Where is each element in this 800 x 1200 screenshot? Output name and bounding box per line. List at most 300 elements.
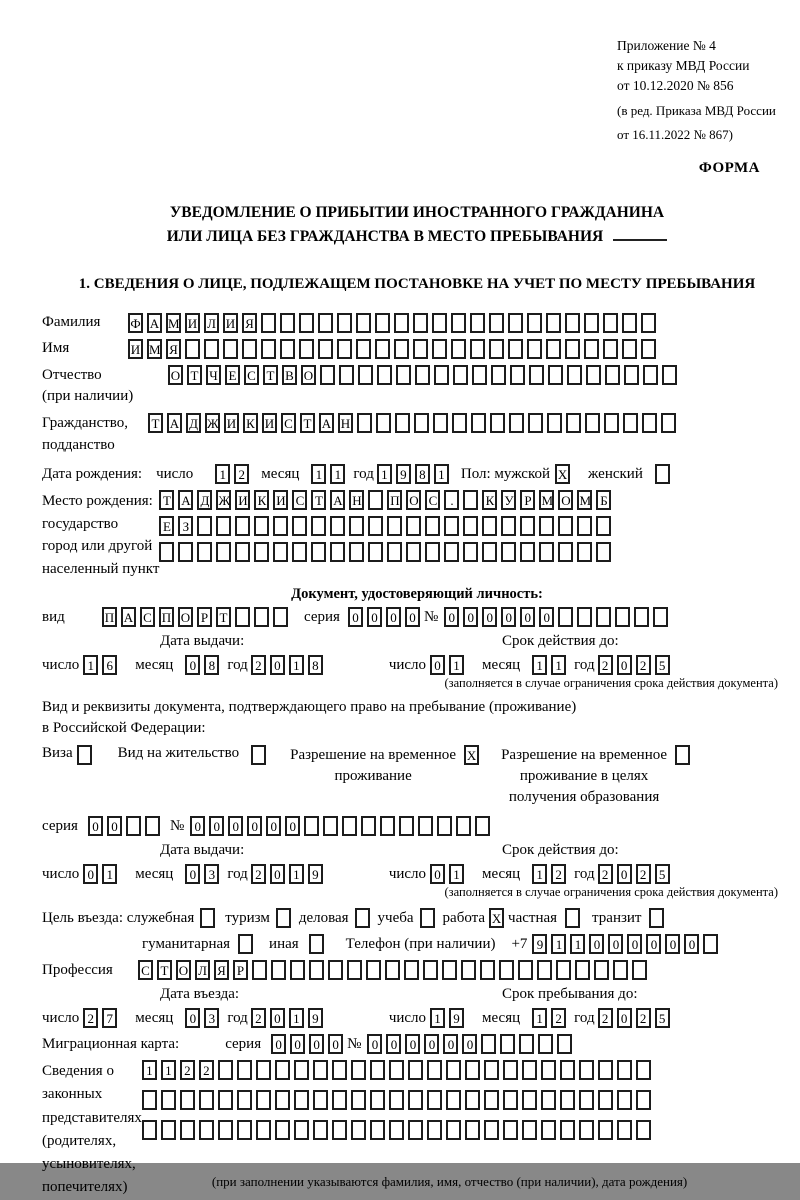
char-cell[interactable] (408, 1090, 423, 1110)
char-cell[interactable]: 0 (520, 607, 535, 627)
char-cell[interactable] (252, 960, 267, 980)
char-cell[interactable] (356, 313, 371, 333)
purpose-tourism-checkbox[interactable] (276, 908, 295, 928)
char-cell[interactable] (256, 1120, 271, 1140)
char-cell[interactable] (332, 1090, 347, 1110)
char-cell[interactable] (603, 339, 618, 359)
char-cell[interactable] (470, 339, 485, 359)
char-cell[interactable]: С (244, 365, 259, 385)
char-cell[interactable] (256, 1090, 271, 1110)
char-cell[interactable] (432, 339, 447, 359)
given-name-input[interactable] (128, 339, 660, 359)
char-cell[interactable] (351, 1120, 366, 1140)
char-cell[interactable] (503, 1090, 518, 1110)
char-cell[interactable] (337, 339, 352, 359)
char-cell[interactable]: 0 (430, 655, 445, 675)
entry-day-input[interactable] (83, 1008, 121, 1028)
char-cell[interactable] (509, 413, 524, 433)
entry-month-input[interactable] (185, 1008, 223, 1028)
purpose-other-checkbox[interactable] (309, 934, 328, 954)
char-cell[interactable] (617, 1090, 632, 1110)
char-cell[interactable] (434, 365, 449, 385)
char-cell[interactable] (273, 542, 288, 562)
char-cell[interactable] (408, 1120, 423, 1140)
char-cell[interactable] (617, 1120, 632, 1140)
representatives-row2-input[interactable] (142, 1090, 655, 1110)
char-cell[interactable]: 3 (204, 1008, 219, 1028)
char-cell[interactable] (425, 542, 440, 562)
char-cell[interactable] (484, 1060, 499, 1080)
char-cell[interactable]: 2 (598, 864, 613, 884)
char-cell[interactable] (299, 313, 314, 333)
char-cell[interactable] (613, 960, 628, 980)
char-cell[interactable] (518, 960, 533, 980)
char-cell[interactable]: 1 (311, 464, 326, 484)
char-cell[interactable] (370, 1090, 385, 1110)
char-cell[interactable] (320, 365, 335, 385)
char-cell[interactable]: 1 (532, 1008, 547, 1028)
char-cell[interactable] (560, 1090, 575, 1110)
char-cell[interactable]: 0 (209, 816, 224, 836)
char-cell[interactable] (427, 1060, 442, 1080)
char-cell[interactable]: 2 (180, 1060, 195, 1080)
char-cell[interactable]: К (243, 413, 258, 433)
char-cell[interactable]: Ч (206, 365, 221, 385)
char-cell[interactable] (482, 516, 497, 536)
char-cell[interactable] (294, 1060, 309, 1080)
char-cell[interactable]: П (387, 490, 402, 510)
char-cell[interactable]: 1 (551, 934, 566, 954)
char-cell[interactable] (480, 960, 495, 980)
char-cell[interactable] (472, 365, 487, 385)
char-cell[interactable]: 0 (608, 934, 623, 954)
char-cell[interactable]: Т (311, 490, 326, 510)
char-cell[interactable] (508, 313, 523, 333)
char-cell[interactable] (415, 365, 430, 385)
doc-valid-year-input[interactable] (598, 655, 674, 675)
char-cell[interactable] (538, 1034, 553, 1054)
char-cell[interactable] (273, 516, 288, 536)
char-cell[interactable] (427, 1090, 442, 1110)
char-cell[interactable] (185, 339, 200, 359)
char-cell[interactable] (342, 816, 357, 836)
char-cell[interactable] (471, 413, 486, 433)
char-cell[interactable] (520, 516, 535, 536)
char-cell[interactable] (376, 413, 391, 433)
char-cell[interactable]: Р (520, 490, 535, 510)
char-cell[interactable] (237, 1120, 252, 1140)
char-cell[interactable]: 8 (415, 464, 430, 484)
char-cell[interactable]: И (185, 313, 200, 333)
char-cell[interactable] (643, 365, 658, 385)
char-cell[interactable] (280, 339, 295, 359)
char-cell[interactable]: 0 (646, 934, 661, 954)
char-cell[interactable]: О (178, 607, 193, 627)
char-cell[interactable]: 0 (270, 1008, 285, 1028)
char-cell[interactable] (482, 542, 497, 562)
char-cell[interactable] (328, 960, 343, 980)
char-cell[interactable]: 0 (462, 1034, 477, 1054)
char-cell[interactable] (433, 413, 448, 433)
char-cell[interactable]: 1 (215, 464, 230, 484)
char-cell[interactable]: А (167, 413, 182, 433)
char-cell[interactable] (395, 413, 410, 433)
char-cell[interactable]: 0 (367, 1034, 382, 1054)
char-cell[interactable] (539, 542, 554, 562)
char-cell[interactable]: Т (159, 490, 174, 510)
char-cell[interactable]: 1 (377, 464, 392, 484)
char-cell[interactable]: 1 (532, 864, 547, 884)
char-cell[interactable] (451, 313, 466, 333)
char-cell[interactable] (632, 960, 647, 980)
char-cell[interactable] (313, 1090, 328, 1110)
char-cell[interactable]: А (121, 607, 136, 627)
char-cell[interactable]: 0 (463, 607, 478, 627)
char-cell[interactable] (406, 542, 421, 562)
char-cell[interactable] (641, 313, 656, 333)
char-cell[interactable]: С (292, 490, 307, 510)
char-cell[interactable]: А (319, 413, 334, 433)
temp-residence-checkbox[interactable] (464, 745, 483, 765)
char-cell[interactable]: 2 (598, 1008, 613, 1028)
char-cell[interactable] (309, 960, 324, 980)
permit-valid-year-input[interactable] (598, 864, 674, 884)
char-cell[interactable] (394, 339, 409, 359)
char-cell[interactable] (370, 1060, 385, 1080)
char-cell[interactable]: 0 (309, 1034, 324, 1054)
char-cell[interactable] (475, 816, 490, 836)
char-cell[interactable] (463, 516, 478, 536)
char-cell[interactable]: Ф (128, 313, 143, 333)
char-cell[interactable] (357, 413, 372, 433)
char-cell[interactable]: И (223, 313, 238, 333)
phone-input[interactable] (532, 934, 722, 954)
char-cell[interactable]: О (558, 490, 573, 510)
char-cell[interactable]: 0 (617, 655, 632, 675)
char-cell[interactable] (598, 1120, 613, 1140)
char-cell[interactable] (529, 365, 544, 385)
char-cell[interactable] (481, 1034, 496, 1054)
char-cell[interactable] (178, 542, 193, 562)
char-cell[interactable]: Ж (205, 413, 220, 433)
char-cell[interactable] (77, 745, 92, 765)
char-cell[interactable] (560, 1060, 575, 1080)
birthplace-row1-input[interactable] (159, 490, 615, 510)
char-cell[interactable] (503, 1060, 518, 1080)
birth-day-input[interactable] (215, 464, 253, 484)
char-cell[interactable] (323, 816, 338, 836)
char-cell[interactable] (451, 339, 466, 359)
char-cell[interactable]: 9 (449, 1008, 464, 1028)
char-cell[interactable] (501, 542, 516, 562)
char-cell[interactable] (261, 313, 276, 333)
char-cell[interactable]: . (444, 490, 459, 510)
stay-year-input[interactable] (598, 1008, 674, 1028)
char-cell[interactable] (389, 1120, 404, 1140)
char-cell[interactable] (598, 1060, 613, 1080)
char-cell[interactable]: Е (159, 516, 174, 536)
char-cell[interactable] (399, 816, 414, 836)
char-cell[interactable] (546, 313, 561, 333)
char-cell[interactable] (375, 339, 390, 359)
char-cell[interactable] (579, 1120, 594, 1140)
char-cell[interactable] (377, 365, 392, 385)
char-cell[interactable]: 0 (386, 607, 401, 627)
char-cell[interactable] (636, 1090, 651, 1110)
char-cell[interactable] (522, 1090, 537, 1110)
char-cell[interactable] (541, 1120, 556, 1140)
char-cell[interactable] (501, 516, 516, 536)
char-cell[interactable]: 0 (430, 864, 445, 884)
char-cell[interactable]: 2 (551, 1008, 566, 1028)
char-cell[interactable] (577, 516, 592, 536)
char-cell[interactable] (556, 960, 571, 980)
char-cell[interactable] (237, 1090, 252, 1110)
char-cell[interactable] (223, 339, 238, 359)
purpose-official-checkbox[interactable] (200, 908, 219, 928)
birthplace-row2-input[interactable] (159, 516, 615, 536)
char-cell[interactable] (547, 413, 562, 433)
char-cell[interactable] (313, 1120, 328, 1140)
char-cell[interactable] (604, 413, 619, 433)
char-cell[interactable] (387, 516, 402, 536)
char-cell[interactable]: М (577, 490, 592, 510)
char-cell[interactable] (463, 542, 478, 562)
char-cell[interactable] (558, 607, 573, 627)
char-cell[interactable] (489, 313, 504, 333)
char-cell[interactable]: Т (148, 413, 163, 433)
char-cell[interactable] (641, 339, 656, 359)
char-cell[interactable] (461, 960, 476, 980)
char-cell[interactable]: Н (338, 413, 353, 433)
char-cell[interactable] (566, 413, 581, 433)
char-cell[interactable] (396, 365, 411, 385)
char-cell[interactable] (200, 908, 215, 928)
char-cell[interactable] (349, 542, 364, 562)
char-cell[interactable] (311, 542, 326, 562)
char-cell[interactable]: 2 (551, 864, 566, 884)
char-cell[interactable] (366, 960, 381, 980)
char-cell[interactable]: 7 (102, 1008, 117, 1028)
char-cell[interactable] (603, 313, 618, 333)
char-cell[interactable] (522, 1120, 537, 1140)
char-cell[interactable]: 6 (102, 655, 117, 675)
char-cell[interactable] (456, 816, 471, 836)
char-cell[interactable] (444, 516, 459, 536)
purpose-business-checkbox[interactable] (355, 908, 374, 928)
char-cell[interactable]: У (501, 490, 516, 510)
char-cell[interactable] (332, 1060, 347, 1080)
char-cell[interactable]: 2 (234, 464, 249, 484)
char-cell[interactable] (347, 960, 362, 980)
char-cell[interactable] (142, 1120, 157, 1140)
char-cell[interactable]: Я (214, 960, 229, 980)
char-cell[interactable]: 0 (617, 1008, 632, 1028)
char-cell[interactable] (565, 908, 580, 928)
char-cell[interactable]: О (406, 490, 421, 510)
char-cell[interactable] (437, 816, 452, 836)
char-cell[interactable]: 0 (107, 816, 122, 836)
char-cell[interactable] (453, 365, 468, 385)
char-cell[interactable] (508, 339, 523, 359)
char-cell[interactable] (235, 607, 250, 627)
char-cell[interactable] (541, 1090, 556, 1110)
char-cell[interactable]: Т (157, 960, 172, 980)
birthplace-row3-input[interactable] (159, 542, 615, 562)
char-cell[interactable] (565, 313, 580, 333)
char-cell[interactable]: 1 (449, 864, 464, 884)
char-cell[interactable] (500, 1034, 515, 1054)
char-cell[interactable]: Т (300, 413, 315, 433)
char-cell[interactable]: 2 (636, 864, 651, 884)
purpose-private-checkbox[interactable] (565, 908, 584, 928)
char-cell[interactable] (596, 607, 611, 627)
char-cell[interactable] (389, 1090, 404, 1110)
char-cell[interactable] (318, 313, 333, 333)
purpose-humanitarian-checkbox[interactable] (238, 934, 257, 954)
char-cell[interactable] (218, 1090, 233, 1110)
char-cell[interactable] (579, 1090, 594, 1110)
char-cell[interactable] (703, 934, 718, 954)
citizenship-input[interactable] (148, 413, 680, 433)
char-cell[interactable]: М (147, 339, 162, 359)
char-cell[interactable]: 5 (655, 864, 670, 884)
char-cell[interactable] (261, 339, 276, 359)
char-cell[interactable] (565, 339, 580, 359)
char-cell[interactable] (560, 1120, 575, 1140)
char-cell[interactable] (404, 960, 419, 980)
char-cell[interactable] (406, 516, 421, 536)
char-cell[interactable] (197, 516, 212, 536)
char-cell[interactable] (484, 1120, 499, 1140)
char-cell[interactable] (655, 464, 670, 484)
temp-residence-edu-checkbox[interactable] (675, 745, 694, 765)
char-cell[interactable] (389, 1060, 404, 1080)
doc-valid-day-input[interactable] (430, 655, 468, 675)
char-cell[interactable] (623, 413, 638, 433)
char-cell[interactable]: X (464, 745, 479, 765)
char-cell[interactable] (577, 607, 592, 627)
char-cell[interactable]: К (482, 490, 497, 510)
char-cell[interactable] (444, 542, 459, 562)
doc-number-input[interactable] (444, 607, 672, 627)
char-cell[interactable] (675, 745, 690, 765)
migration-series-input[interactable] (271, 1034, 347, 1054)
char-cell[interactable] (622, 313, 637, 333)
char-cell[interactable]: Л (204, 313, 219, 333)
char-cell[interactable]: 9 (308, 864, 323, 884)
char-cell[interactable]: П (102, 607, 117, 627)
char-cell[interactable]: О (301, 365, 316, 385)
profession-input[interactable] (138, 960, 651, 980)
char-cell[interactable]: 0 (83, 864, 98, 884)
char-cell[interactable] (355, 908, 370, 928)
char-cell[interactable] (537, 960, 552, 980)
patronymic-input[interactable] (168, 365, 681, 385)
char-cell[interactable]: X (555, 464, 570, 484)
char-cell[interactable]: 0 (270, 864, 285, 884)
char-cell[interactable] (636, 1120, 651, 1140)
char-cell[interactable]: 0 (270, 655, 285, 675)
char-cell[interactable] (126, 816, 141, 836)
char-cell[interactable] (235, 542, 250, 562)
char-cell[interactable] (420, 908, 435, 928)
char-cell[interactable]: 0 (405, 1034, 420, 1054)
char-cell[interactable] (254, 607, 269, 627)
char-cell[interactable] (594, 960, 609, 980)
char-cell[interactable]: 0 (185, 1008, 200, 1028)
doc-series-input[interactable] (348, 607, 424, 627)
sex-female-checkbox[interactable] (655, 464, 674, 484)
char-cell[interactable] (490, 413, 505, 433)
char-cell[interactable]: О (168, 365, 183, 385)
char-cell[interactable] (294, 1120, 309, 1140)
char-cell[interactable] (567, 365, 582, 385)
char-cell[interactable] (548, 365, 563, 385)
char-cell[interactable] (318, 339, 333, 359)
char-cell[interactable]: Р (233, 960, 248, 980)
char-cell[interactable] (337, 313, 352, 333)
char-cell[interactable]: И (128, 339, 143, 359)
char-cell[interactable] (375, 313, 390, 333)
char-cell[interactable]: А (330, 490, 345, 510)
char-cell[interactable] (510, 365, 525, 385)
char-cell[interactable]: 1 (330, 464, 345, 484)
char-cell[interactable] (275, 1120, 290, 1140)
char-cell[interactable]: 8 (308, 655, 323, 675)
char-cell[interactable]: 1 (83, 655, 98, 675)
permit-issue-day-input[interactable] (83, 864, 121, 884)
representatives-row3-input[interactable] (142, 1120, 655, 1140)
char-cell[interactable] (330, 516, 345, 536)
char-cell[interactable] (290, 960, 305, 980)
char-cell[interactable]: К (254, 490, 269, 510)
char-cell[interactable] (615, 607, 630, 627)
sex-male-checkbox[interactable] (555, 464, 574, 484)
char-cell[interactable]: Л (195, 960, 210, 980)
char-cell[interactable] (527, 339, 542, 359)
char-cell[interactable] (575, 960, 590, 980)
char-cell[interactable] (394, 313, 409, 333)
char-cell[interactable] (470, 313, 485, 333)
char-cell[interactable] (368, 516, 383, 536)
char-cell[interactable] (546, 339, 561, 359)
char-cell[interactable]: 1 (289, 655, 304, 675)
char-cell[interactable]: 0 (247, 816, 262, 836)
visa-checkbox[interactable] (77, 745, 96, 765)
char-cell[interactable] (484, 1090, 499, 1110)
char-cell[interactable] (649, 908, 664, 928)
char-cell[interactable]: Е (225, 365, 240, 385)
char-cell[interactable] (662, 365, 677, 385)
char-cell[interactable]: 0 (482, 607, 497, 627)
char-cell[interactable]: Т (216, 607, 231, 627)
char-cell[interactable] (370, 1120, 385, 1140)
char-cell[interactable] (199, 1120, 214, 1140)
char-cell[interactable]: Б (596, 490, 611, 510)
char-cell[interactable] (584, 313, 599, 333)
char-cell[interactable] (617, 1060, 632, 1080)
char-cell[interactable]: Я (166, 339, 181, 359)
char-cell[interactable]: 3 (204, 864, 219, 884)
permit-issue-month-input[interactable] (185, 864, 223, 884)
char-cell[interactable]: П (159, 607, 174, 627)
char-cell[interactable]: 0 (386, 1034, 401, 1054)
char-cell[interactable]: 0 (185, 864, 200, 884)
char-cell[interactable] (432, 313, 447, 333)
char-cell[interactable]: Т (187, 365, 202, 385)
char-cell[interactable]: 5 (655, 655, 670, 675)
